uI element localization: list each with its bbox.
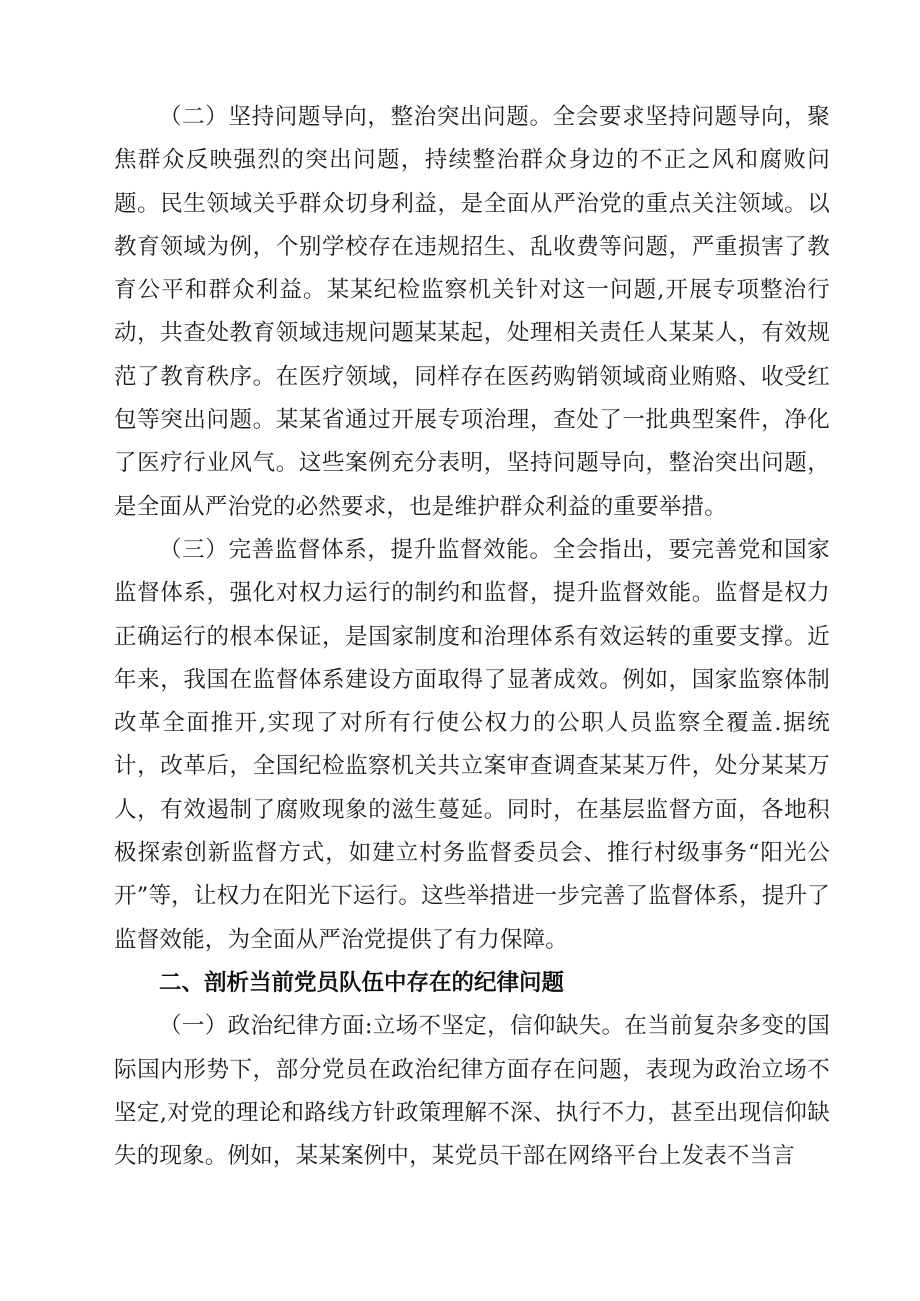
paragraph-problem-oriented: （二）坚持问题导向，整治突出问题。全会要求坚持问题导向，聚焦群众反映强烈的突出问题，持续整治群众身边的不正之风和腐败问题。民生领域关乎群众切身利益，是全面从严治党的重点关注领域。以教育领域为例，个别学校存在违规招生、乱收费等问题，严重损害了教育公平和群众利益。某某纪检监察机关针对这一问题,开展专项整治行动，共查处教育领域违规问题某某起，处理相关责任人某某人，有效规范了教育秩序。在医疗领域，同样存在医药购销领域商业贿赂、收受红包等突出问题。某某省通过开展专项治理，查处了一批典型案件，净化了医疗行业风气。这些案例充分表明，坚持问题导向，整治突出问题，是全面从严治党的必然要求，也是维护群众利益的重要举措。 [114,104,830,520]
paragraph-political-discipline: （一）政治纪律方面:立场不坚定，信仰缺失。在当前复杂多变的国际国内形势下，部分党员在政治纪律方面存在问题，表现为政治立场不坚定,对党的理论和路线方针政策理解不深、执行不力，甚至出现信仰缺失的现象。例如，某某案例中，某党员干部在网络平台上发表不当言 [114,1013,830,1170]
section-heading: 二、剖析当前党员队伍中存在的纪律问题 [159,969,565,996]
paragraph-supervision-system: （三）完善监督体系，提升监督效能。全会指出，要完善党和国家监督体系，强化对权力运行的制约和监督，提升监督效能。监督是权力正确运行的根本保证，是国家制度和治理体系有效运转的重要支撑。近年来，我国在监督体系建设方面取得了显著成效。例如，国家监察体制改革全面推开,实现了对所有行使公权力的公职人员监察全覆盖.据统计，改革后，全国纪检监察机关共立案审查调查某某万件，处分某某万人，有效遏制了腐败现象的滋生蔓延。同时，在基层监督方面，各地积极探索创新监督方式，如建立村务监督委员会、推行村级事务“阳光公开”等，让权力在阳光下运行。这些举措进一步完善了监督体系，提升了监督效能，为全面从严治党提供了有力保障。 [114,536,830,953]
document-body [114,96,830,1178]
